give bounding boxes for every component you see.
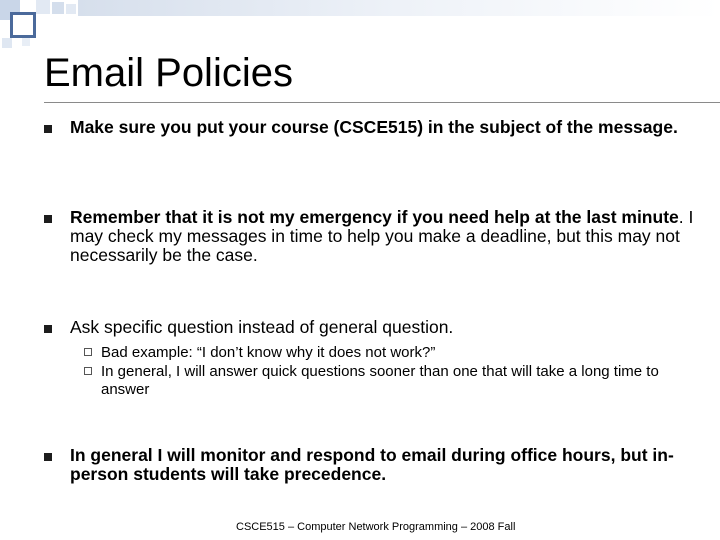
square-bullet-icon — [44, 125, 52, 133]
deco-square — [22, 38, 30, 46]
slide-title: Email Policies — [44, 51, 293, 95]
hollow-square-bullet-icon — [84, 367, 92, 375]
bullet-bold-text: Make sure you put your course (CSCE515) in the subject of the message. — [70, 117, 678, 137]
sub-bullet-item — [84, 363, 704, 399]
hollow-square-bullet-icon — [84, 348, 92, 356]
bullet-bold-text: In general I will monitor and respond to email during office hours, but in-person students will take precedence. — [70, 445, 674, 484]
sub-bullet-text: In general, I will answer quick questions sooner than one that will take a long time to answer — [101, 363, 659, 398]
bullet-item — [44, 318, 694, 337]
bullet-bold-text: Remember that it is not my emergency if you need help at the last minute — [70, 207, 679, 227]
bullet-text — [70, 208, 694, 265]
header-decoration — [0, 0, 720, 50]
sub-bullet-text: Bad example: “I don’t know why it does not work?” — [101, 344, 436, 361]
deco-square — [2, 38, 12, 48]
slide-footer: CSCE515 – Computer Network Programming – 2008 Fall — [236, 521, 516, 533]
bullet-normal-text: . I may check my messages in time to help you make a deadline, but this may not necessarily be the case. — [70, 207, 694, 265]
deco-square — [10, 12, 36, 38]
bullet-text — [70, 446, 694, 484]
square-bullet-icon — [44, 453, 52, 461]
deco-square — [36, 0, 50, 14]
bullet-text — [70, 118, 694, 137]
title-divider — [44, 102, 720, 103]
square-bullet-icon — [44, 215, 52, 223]
sub-bullet-item — [84, 344, 704, 362]
deco-band — [78, 0, 720, 16]
bullet-item — [44, 446, 694, 484]
square-bullet-icon — [44, 325, 52, 333]
bullet-item — [44, 118, 694, 137]
bullet-item — [44, 208, 694, 265]
bullet-normal-text: Ask specific question instead of general question. — [70, 317, 454, 337]
bullet-text — [70, 318, 694, 337]
deco-square — [52, 2, 64, 14]
deco-square — [66, 4, 76, 14]
